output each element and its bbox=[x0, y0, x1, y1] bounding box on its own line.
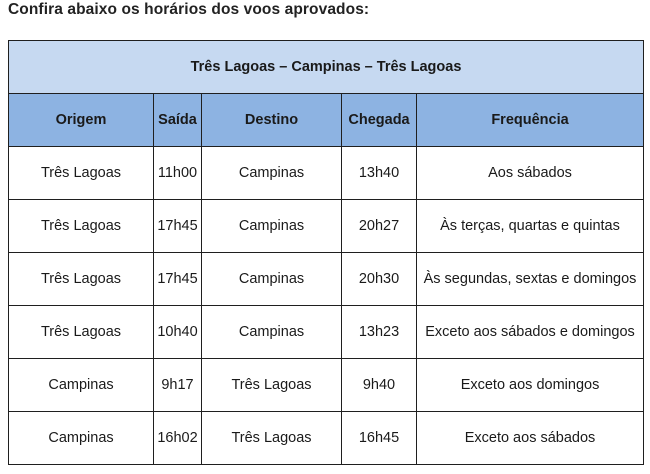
cell-frequencia: Às segundas, sextas e domingos bbox=[417, 253, 644, 306]
cell-chegada: 9h40 bbox=[342, 359, 417, 412]
cell-chegada: 16h45 bbox=[342, 412, 417, 465]
route-title: Três Lagoas – Campinas – Três Lagoas bbox=[9, 41, 644, 94]
cell-origem: Três Lagoas bbox=[9, 200, 154, 253]
column-header-chegada: Chegada bbox=[342, 94, 417, 147]
cell-destino: Três Lagoas bbox=[202, 359, 342, 412]
intro-heading: Confira abaixo os horários dos voos aprovados: bbox=[8, 1, 370, 18]
table-row bbox=[9, 200, 644, 253]
column-header-row bbox=[9, 94, 644, 147]
cell-saida: 11h00 bbox=[154, 147, 202, 200]
cell-destino: Campinas bbox=[202, 306, 342, 359]
cell-saida: 17h45 bbox=[154, 200, 202, 253]
cell-chegada: 20h27 bbox=[342, 200, 417, 253]
cell-saida: 17h45 bbox=[154, 253, 202, 306]
cell-chegada: 13h23 bbox=[342, 306, 417, 359]
cell-frequencia: Exceto aos sábados bbox=[417, 412, 644, 465]
column-header-saida: Saída bbox=[154, 94, 202, 147]
cell-origem: Três Lagoas bbox=[9, 147, 154, 200]
cell-frequencia: Às terças, quartas e quintas bbox=[417, 200, 644, 253]
table-row bbox=[9, 359, 644, 412]
cell-origem: Três Lagoas bbox=[9, 253, 154, 306]
cell-chegada: 13h40 bbox=[342, 147, 417, 200]
cell-frequencia: Exceto aos domingos bbox=[417, 359, 644, 412]
cell-saida: 9h17 bbox=[154, 359, 202, 412]
cell-destino: Três Lagoas bbox=[202, 412, 342, 465]
cell-saida: 16h02 bbox=[154, 412, 202, 465]
cell-origem: Campinas bbox=[9, 412, 154, 465]
cell-chegada: 20h30 bbox=[342, 253, 417, 306]
cell-origem: Campinas bbox=[9, 359, 154, 412]
cell-frequencia: Exceto aos sábados e domingos bbox=[417, 306, 644, 359]
cell-destino: Campinas bbox=[202, 200, 342, 253]
column-header-origem: Origem bbox=[9, 94, 154, 147]
cell-frequencia: Aos sábados bbox=[417, 147, 644, 200]
table-row bbox=[9, 253, 644, 306]
cell-destino: Campinas bbox=[202, 253, 342, 306]
column-header-frequencia: Frequência bbox=[417, 94, 644, 147]
table-title-row bbox=[9, 41, 644, 94]
column-header-destino: Destino bbox=[202, 94, 342, 147]
cell-destino: Campinas bbox=[202, 147, 342, 200]
cell-origem: Três Lagoas bbox=[9, 306, 154, 359]
cell-saida: 10h40 bbox=[154, 306, 202, 359]
table-row bbox=[9, 306, 644, 359]
flight-schedule-table bbox=[8, 40, 644, 465]
table-row bbox=[9, 412, 644, 465]
table-row bbox=[9, 147, 644, 200]
